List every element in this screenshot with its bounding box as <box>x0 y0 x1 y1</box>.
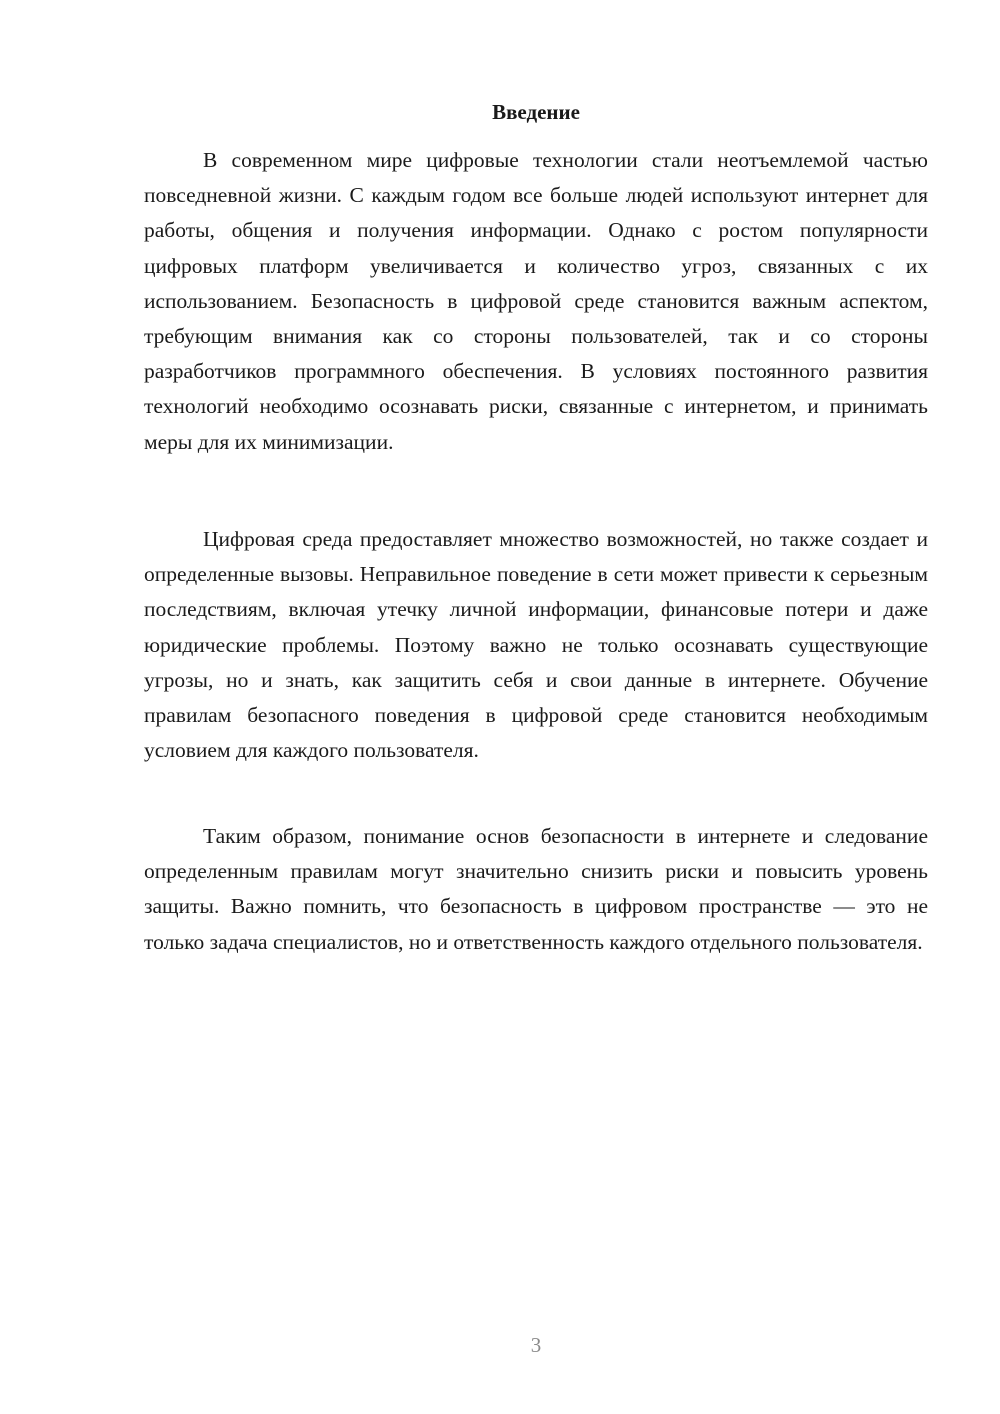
paragraph-2: Цифровая среда предоставляет множество возможностей, но также создает и определенные вызовы. Неправильное поведение в сети может привести к серьезным последствиям, включая утечку личной информации, финансовые потери и даже юридические проблемы. Поэтому важно не только осознавать существующие угрозы, но и знать, как защитить себя и свои данные в интернете. Обучение правилам безопасного поведения в цифровой среде становится необходимым условием для каждого пользователя. <box>144 527 928 763</box>
paragraph-3: Таким образом, понимание основ безопасности в интернете и следование определенным правилам могут значительно снизить риски и повысить уровень защиты. Важно помнить, что безопасность в цифровом пространстве — это не только задача специалистов, но и ответственность каждого отдельного пользователя. <box>144 824 928 954</box>
paragraph-1: В современном мире цифровые технологии стали неотъемлемой частью повседневной жизни. С каждым годом все больше людей используют интернет для работы, общения и получения информации. Однако с ростом популярности цифровых платформ увеличивается и количество угроз, связанных с их использованием. Безопасность в цифровой среде становится важным аспектом, требующим внимания как со стороны пользователей, так и со стороны разработчиков программного обеспечения. В условиях постоянного развития технологий необходимо осознавать риски, связанные с интернетом, и принимать меры для их минимизации. <box>144 148 928 454</box>
page-title: Введение <box>492 100 580 124</box>
page-number: 3 <box>530 1333 542 1357</box>
